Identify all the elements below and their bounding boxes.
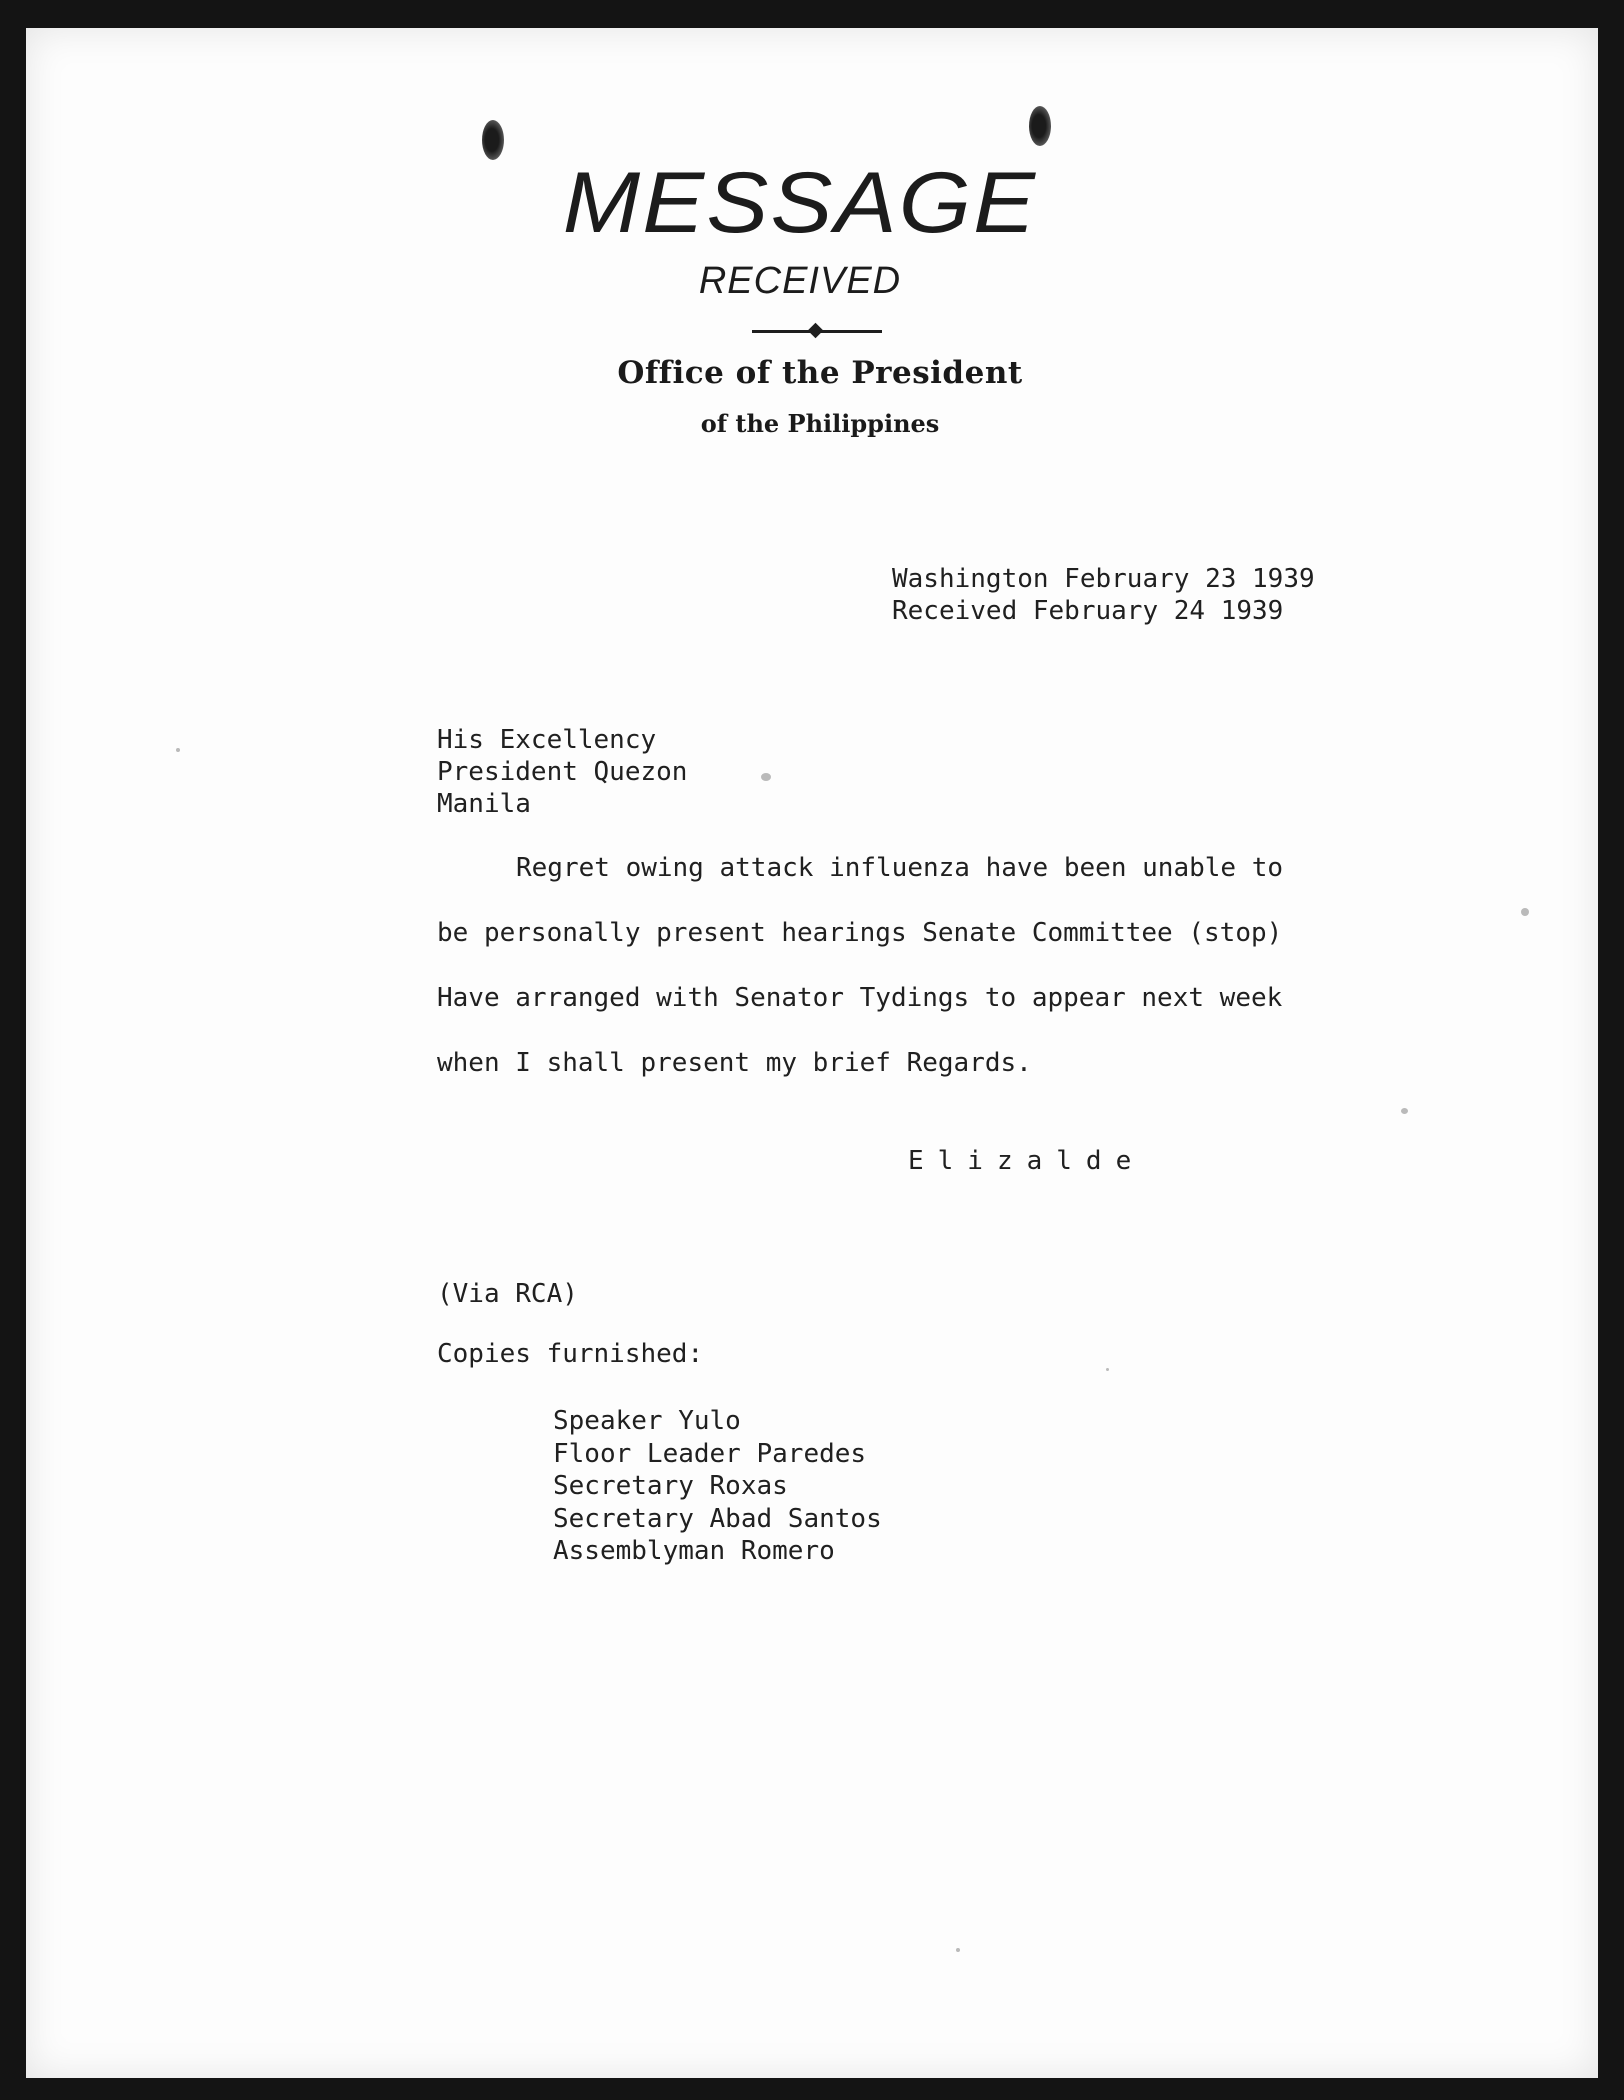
copies-label: Copies furnished:: [437, 1339, 704, 1369]
addressee-line: President Quezon: [437, 757, 688, 787]
copies-list-item: Assemblyman Romero: [553, 1536, 835, 1566]
scan-speck: [1106, 1368, 1109, 1371]
scan-speck: [176, 748, 180, 752]
letterhead-country: of the Philippines: [700, 409, 940, 438]
signature: Elizalde: [908, 1146, 1146, 1176]
addressee-line: His Excellency: [437, 725, 657, 755]
copies-list: [553, 1405, 882, 1568]
letterhead-title: MESSAGE: [562, 155, 1038, 251]
punch-hole-left: [482, 120, 504, 160]
body-line: Regret owing attack influenza have been unable to: [516, 853, 1284, 883]
letterhead-ornament: [752, 328, 882, 334]
copies-list-item: Secretary Roxas: [553, 1471, 788, 1501]
dateline-sent: Washington February 23 1939: [892, 564, 1315, 594]
scan-speck: [1521, 908, 1529, 916]
letterhead-subtitle: RECEIVED: [698, 260, 902, 302]
scan-speck: [761, 773, 771, 781]
body-line: when I shall present my brief Regards.: [437, 1048, 1032, 1078]
copies-list-item: Floor Leader Paredes: [553, 1438, 867, 1469]
dateline-received: Received February 24 1939: [892, 596, 1284, 626]
transmission-note: (Via RCA): [437, 1279, 578, 1309]
body-line: be personally present hearings Senate Committee (stop): [437, 918, 1283, 948]
copies-list-item: Secretary Abad Santos: [553, 1503, 882, 1534]
punch-hole-right: [1029, 106, 1051, 146]
copies-list-item: Speaker Yulo: [553, 1406, 741, 1436]
addressee-line: Manila: [437, 789, 531, 819]
letterhead-office: Office of the President: [617, 355, 1023, 391]
scan-speck: [1401, 1108, 1408, 1114]
scan-speck: [956, 1948, 960, 1952]
body-line: Have arranged with Senator Tydings to appear next week: [437, 983, 1283, 1013]
